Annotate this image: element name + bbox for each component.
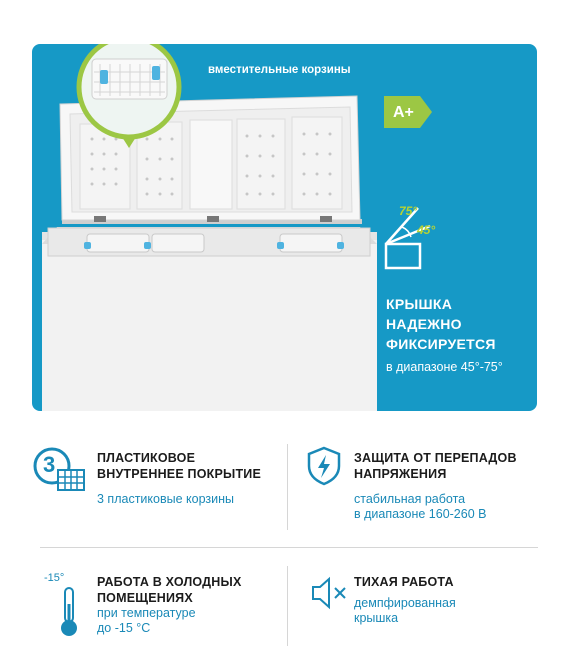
feature-title-line: РАБОТА В ХОЛОДНЫХ (97, 575, 242, 589)
feature-text-line: демпфированная (354, 596, 456, 610)
lid-subtitle: в диапазоне 45°-75° (386, 360, 503, 374)
feature-text-line: до -15 °С (97, 621, 151, 635)
feature-title-line: ПОМЕЩЕНИЯХ (97, 591, 193, 605)
speaker-mute-icon (309, 576, 349, 610)
angle-75-label: 75° (399, 204, 418, 218)
feature-text-line: 3 пластиковые корзины (97, 492, 234, 506)
chest-freezer-image (32, 44, 537, 411)
column-divider (287, 566, 288, 646)
lid-title-line: НАДЕЖНО (386, 316, 462, 332)
plastic-basket-icon (32, 446, 88, 496)
energy-class-label: A+ (393, 104, 414, 121)
feature-title-line: НАПРЯЖЕНИЯ (354, 467, 447, 481)
thermometer-icon (58, 586, 80, 638)
feature-text-line: при температуре (97, 606, 196, 620)
angle-45-label: 45° (417, 223, 436, 237)
lid-title (386, 294, 496, 354)
feature-title-line: ТИХАЯ РАБОТА (354, 575, 454, 589)
feature-title-line: ПЛАСТИКОВОЕ (97, 451, 196, 465)
baskets-caption: вместительные корзины (208, 64, 351, 76)
feature-plastic-coating (97, 450, 261, 507)
feature-title-line: ВНУТРЕННЕЕ ПОКРЫТИЕ (97, 467, 262, 481)
column-divider (287, 444, 288, 530)
row-divider (40, 547, 538, 548)
feature-cold-rooms (97, 574, 241, 636)
lid-title-line: КРЫШКА (386, 296, 453, 312)
feature-surge-protection (354, 450, 517, 522)
feature-text-line: стабильная работа (354, 492, 466, 506)
feature-text-line: крышка (354, 611, 399, 625)
shield-lightning-icon (306, 446, 342, 486)
feature-quiet-operation (354, 574, 456, 626)
feature-text-line: в диапазоне 160-260 В (354, 507, 487, 521)
lid-title-line: ФИКСИРУЕТСЯ (386, 336, 496, 352)
feature-title-line: ЗАЩИТА ОТ ПЕРЕПАДОВ (354, 451, 517, 465)
temperature-badge: -15° (44, 572, 65, 584)
hero-banner (32, 44, 537, 411)
basket-count-badge: 3 (43, 452, 56, 477)
